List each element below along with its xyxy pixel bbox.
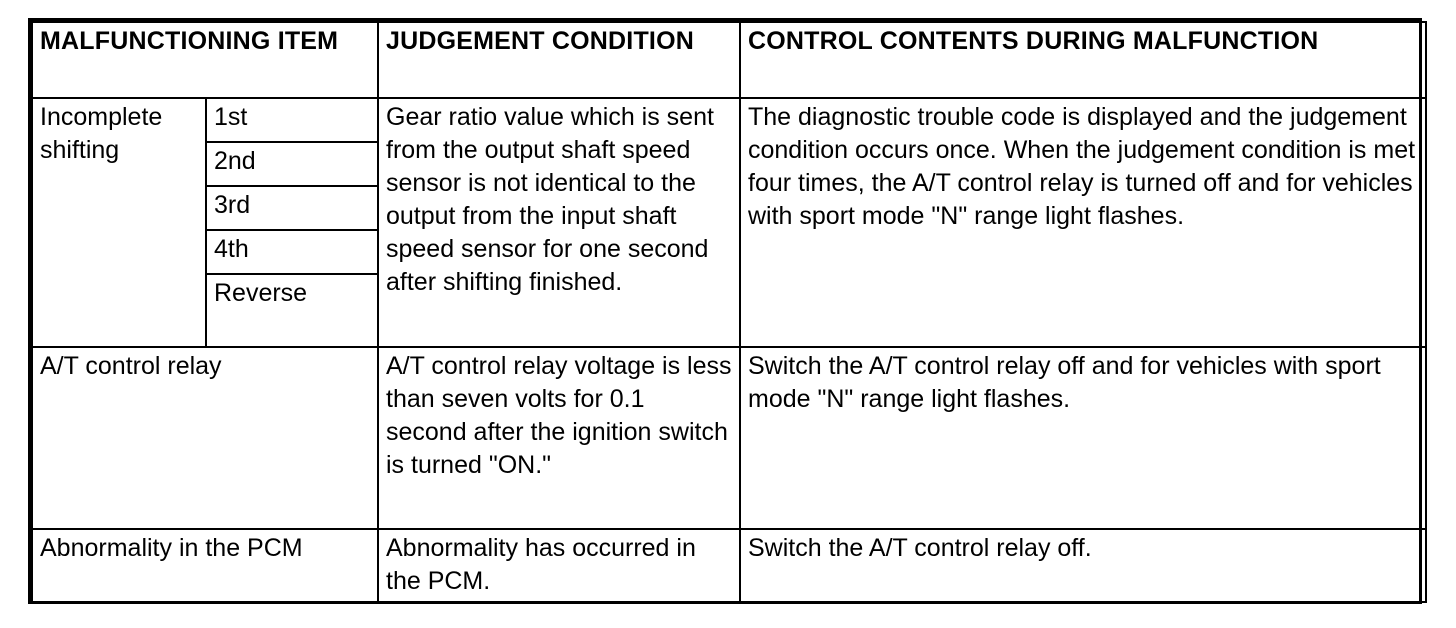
header-control-contents: CONTROL CONTENTS DURING MALFUNCTION [740, 22, 1426, 98]
malfunction-table [31, 21, 1427, 603]
gear-reverse: Reverse [206, 274, 378, 347]
condition-at-control-relay: A/T control relay voltage is less than seven volts for 0.1 second after the ignition switch is turned "ON." [378, 347, 740, 529]
item-pcm-abnormality: Abnormality in the PCM [32, 529, 378, 602]
table-row [32, 98, 1426, 142]
control-incomplete-shifting: The diagnostic trouble code is displayed and the judgement condition occurs once. When the judgement condition is met four times, the A/T control relay is turned off and for vehicles with sport mode "N" range light flashes. [740, 98, 1426, 347]
gear-1st: 1st [206, 98, 378, 142]
condition-pcm-abnormality: Abnormality has occurred in the PCM. [378, 529, 740, 602]
header-malfunctioning-item: MALFUNCTIONING ITEM [32, 22, 378, 98]
table-row [32, 347, 1426, 529]
control-at-control-relay: Switch the A/T control relay off and for vehicles with sport mode "N" range light flashes. [740, 347, 1426, 529]
gear-3rd: 3rd [206, 186, 378, 230]
condition-incomplete-shifting: Gear ratio value which is sent from the output shaft speed sensor is not identical to the output from the input shaft speed sensor for one second after shifting finished. [378, 98, 740, 347]
table-row [32, 529, 1426, 602]
item-incomplete-shifting: Incomplete shifting [32, 98, 206, 347]
control-pcm-abnormality: Switch the A/T control relay off. [740, 529, 1426, 602]
header-row [32, 22, 1426, 98]
malfunction-table-container [28, 18, 1422, 604]
header-judgement-condition: JUDGEMENT CONDITION [378, 22, 740, 98]
gear-4th: 4th [206, 230, 378, 274]
gear-2nd: 2nd [206, 142, 378, 186]
item-at-control-relay: A/T control relay [32, 347, 378, 529]
